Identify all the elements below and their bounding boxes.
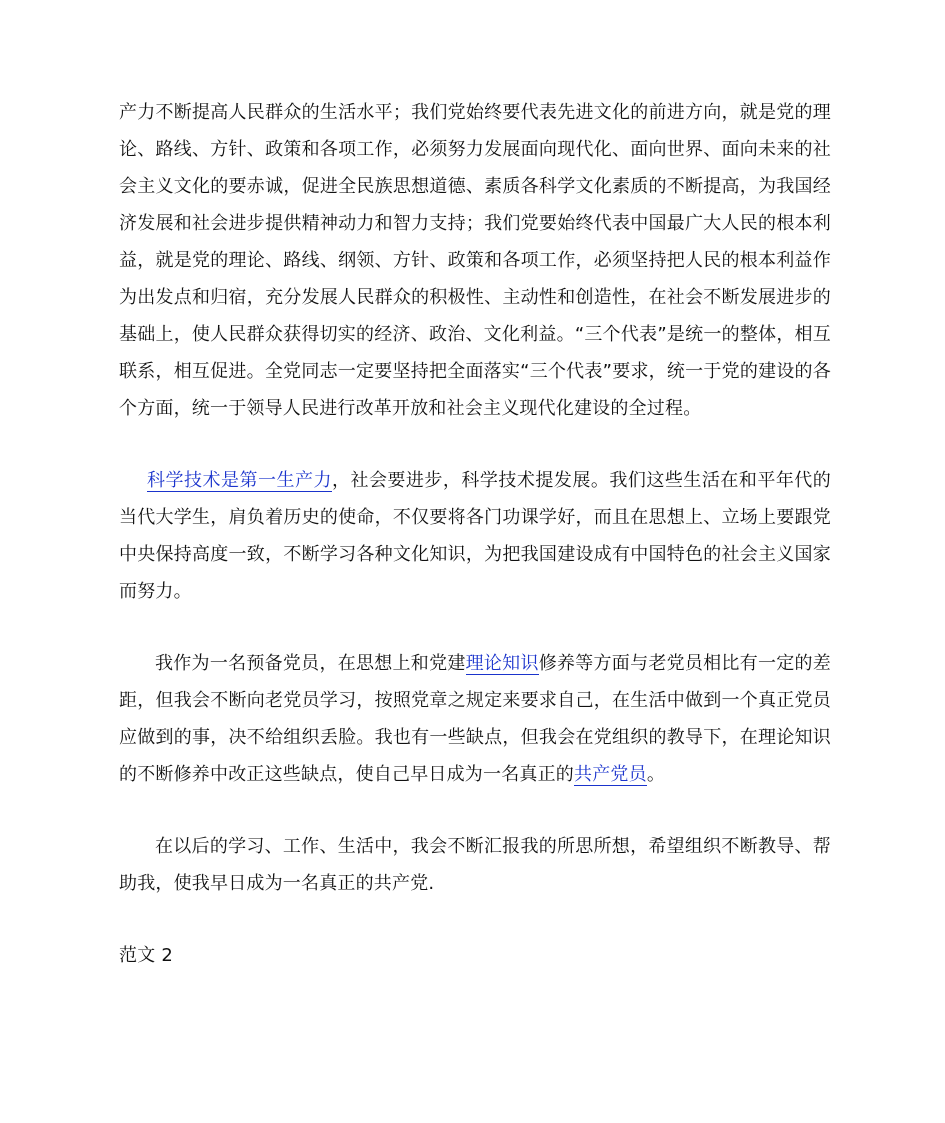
document-page xyxy=(119,94,831,974)
paragraph-1: 产力不断提高人民群众的生活水平；我们党始终要代表先进文化的前进方向，就是党的理论、路线、方针、政策和各项工作，必须努力发展面向现代化、面向世界、面向未来的社会主义文化的要赤诚，促进全民族思想道德、素质各科学文化素质的不断提高，为我国经济发展和社会进步提供精神动力和智力支持；我们党要始终代表中国最广大人民的根本利益，就是党的理论、路线、纲领、方针、政策和各项工作，必须坚持把人民的根本利益作为出发点和归宿，充分发展人民群众的积极性、主动性和创造性，在社会不断发展进步的基础上，使人民群众获得切实的经济、政治、文化利益。“三个代表”是统一的整体，相互联系，相互促进。全党同志一定要坚持把全面落实“三个代表”要求，统一于党的建设的各个方面，统一于领导人民进行改革开放和社会主义现代化建设的全过程。 xyxy=(119,102,831,419)
paragraph-2-text: ，社会要进步，科学技术提发展。我们这些生活在和平年代的当代大学生，肩负着历史的使命，不仅要将各门功课学好，而且在思想上、立场上要跟党中央保持高度一致，不断学习各种文化知识，为把我国建设成有中国特色的社会主义国家而努力。 xyxy=(119,470,832,602)
paragraph-3-text-c: 。 xyxy=(646,764,666,785)
paragraph-3-text-a: 我作为一名预备党员，在思想上和党建 xyxy=(155,653,466,674)
link-theory-knowledge[interactable]: 理论知识 xyxy=(465,653,539,674)
paragraph-2 xyxy=(119,462,831,610)
paragraph-3-text-b: 修养等方面与老党员相比有一定的差距，但我会不断向老党员学习，按照党章之规定来要求自己，在生活中做到一个真正党员应做到的事，决不给组织丢脸。我也有一些缺点，但我会在党组织的教导下，在理论知识的不断修养中改正这些缺点，使自己早日成为一名真正的 xyxy=(119,653,831,785)
paragraph-3 xyxy=(119,645,831,793)
link-party-member[interactable]: 共产党员 xyxy=(574,764,647,785)
section-heading: 范文 2 xyxy=(119,945,173,966)
paragraph-4: 在以后的学习、工作、生活中，我会不断汇报我的所思所想，希望组织不断教导、帮助我，使我早日成为一名真正的共产党. xyxy=(119,836,831,894)
link-science-technology[interactable]: 科学技术是第一生产力 xyxy=(147,470,332,491)
